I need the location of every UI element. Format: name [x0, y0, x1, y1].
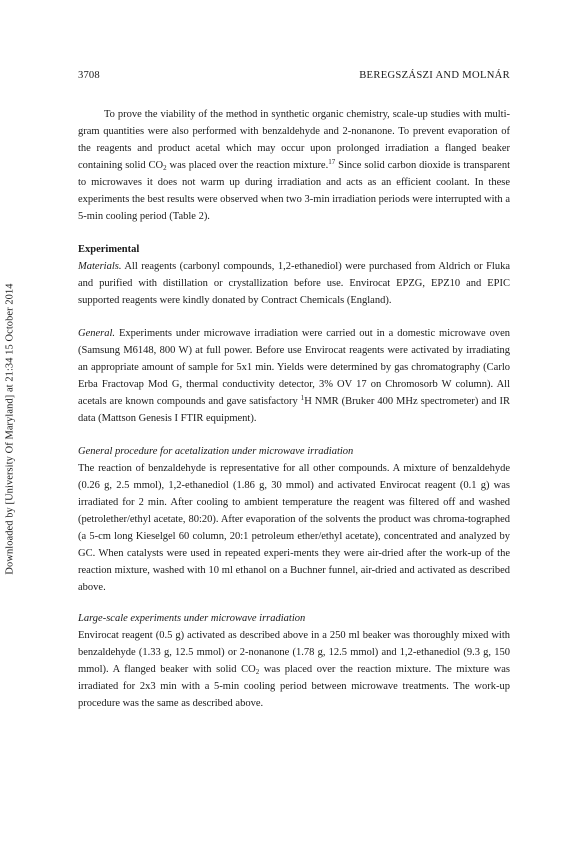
- page-number: 3708: [78, 70, 100, 81]
- intro-text-1: To prove the viability of the method in synthetic organic chemistry, scale-up studies with multi-gram quantities were also performed with benzaldehyde and 2-nonanone. To prevent evaporation of the reagents and product acetal which may occur upon prolonged irradiation a flanged beaker containing solid CO: [78, 109, 510, 171]
- general-text-1: Experiments under microwave irradiation were carried out in a domestic microwave oven (Samsung M6148, 800 W) at full power. Before use Envirocat reagents were activated by irradiating an appropriate amount of sample for 5x1 min. Yields were determined by gas chromatography (Carlo Erba Fractovap Mod G, thermal conductivity detector, 3% OV 17 on Chromosorb W column). All acetals are known compounds and gave satisfactory: [78, 328, 510, 407]
- download-notice-text: Downloaded by [University Of Maryland] at 21:34 15 October 2014: [4, 283, 16, 575]
- running-head-authors: BEREGSZÁSZI AND MOLNÁR: [359, 70, 510, 81]
- procedure-title-text: General procedure for acetalization under microwave irradiation: [78, 446, 354, 457]
- largescale-text-1: Envirocat reagent (0.5 g) activated as described above in a 250 ml beaker was thoroughly mixed with benzaldehyde (1.33 g, 12.5 mmol) or 2-nonanone (1.78 g, 12.5 mmol) and 1,2-ethanediol (9.3 g, 150 mmol). A flanged beaker with solid CO: [78, 630, 510, 675]
- intro-text-3: Since solid carbon dioxide is transparent to microwaves it does not warm up during irradiation and acts as an efficient coolant. In these experiments the best results were observed when two 3-min irradiation periods were interrupted with a 5-min cooling period (Table 2).: [78, 160, 510, 222]
- general-text-2: H NMR (Bruker 400 MHz spectrometer) and IR data (Mattson Genesis I FTIR equipment).: [78, 396, 510, 424]
- largescale-text-2: was placed over the reaction mixture. The mixture was irradiated for 2x3 min with a 5-min cooling period between microwave treatments. The work-up procedure was the same as described above.: [78, 664, 510, 709]
- download-watermark: [3, 238, 17, 620]
- largescale-paragraph: [78, 627, 510, 712]
- general-label: General.: [78, 328, 116, 339]
- co2-subscript: 2: [163, 164, 167, 172]
- nmr-superscript: 1: [300, 394, 305, 402]
- materials-label: Materials.: [78, 261, 122, 272]
- article-body: [78, 106, 510, 712]
- intro-text-2: was placed over the reaction mixture.: [166, 160, 329, 171]
- procedure-title: [78, 443, 510, 460]
- largescale-title: [78, 610, 510, 627]
- materials-text: All reagents (carbonyl compounds, 1,2-ethanediol) were purchased from Aldrich or Fluka and purified with distillation or crystallization before use. Envirocat EPZG, EPZ10 and EPIC supported reagents were kindly donated by Contract Chemicals (England).: [78, 261, 510, 306]
- materials-paragraph: [78, 258, 510, 309]
- procedure-paragraph: The reaction of benzaldehyde is representative for all other compounds. A mixture of benzaldehyde (0.26 g, 2.5 mmol), 1,2-ethanediol (1.86 g, 30 mmol) and activated Envirocat reagent (0.1 g) was irradiated for 2 min. After cooling to ambient temperature the reagent was filtered off and washed (petrolether/ethyl acetate, 80:20). After evaporation of the solvents the product was chroma-tographed (a 5-cm long Kieselgel 60 column, 20:1 petroleum ether/ethyl acetate), concentrated and analyzed by GC. When catalysts were used in repeated experi-ments they were air-dried after the work-up of the reaction mixture, washed with 10 ml ethanol on a Buchner funnel, air-dried and activated as described above.: [78, 463, 510, 593]
- co2-subscript-2: 2: [255, 668, 260, 676]
- largescale-title-text: Large-scale experiments under microwave irradiation: [78, 613, 306, 624]
- general-paragraph: [78, 325, 510, 427]
- intro-paragraph: [78, 106, 510, 225]
- experimental-heading: Experimental: [78, 244, 140, 255]
- reference-17: 17: [328, 158, 336, 166]
